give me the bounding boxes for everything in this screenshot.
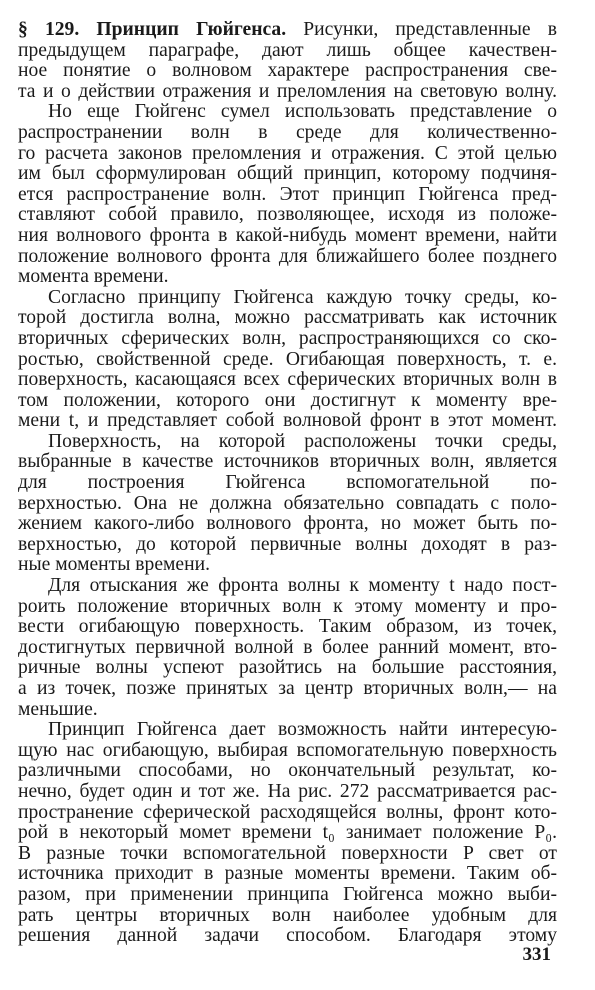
paragraph [18, 576, 557, 720]
text-line: вести огибающую поверхность. Таким образом, из точек, [18, 616, 557, 638]
text-line: том положении, которого они достигнут к моменту вре- [18, 389, 557, 411]
paragraph [18, 432, 557, 576]
text-line: Согласно принципу Гюйгенса каждую точку среды, ко- [48, 286, 557, 308]
text-line: ростью, свойственной среде. Огибающая поверхность, т. е. [18, 348, 557, 370]
text-line: достигнутых первичной волной в более ранний момент, вто- [18, 636, 557, 658]
paragraph [18, 720, 557, 947]
text-line: Но еще Гюйгенс сумел использовать представление о [48, 101, 557, 123]
text-line: ется распространение волн. Этот принцип Гюйгенса пред- [18, 183, 557, 205]
text-line: различными способами, но окончательный результат, ко- [18, 760, 557, 782]
section-intro-paragraph [18, 20, 557, 102]
text-line: верхностью, до которой первичные волны доходят в раз- [18, 533, 557, 555]
text-line: распространении волн в среде для количественно- [18, 121, 557, 143]
text-line: Для отыскания же фронта волны к моменту t надо пост- [48, 575, 557, 597]
text-line: Принцип Гюйгенса дает возможность найти интересую- [48, 719, 557, 741]
page-number: 331 [522, 944, 551, 965]
text-line: ные моменты времени. [18, 554, 210, 576]
text-line: рать центры вторичных волн наиболее удобным для [18, 904, 557, 926]
text-line: решения данной задачи способом. Благодаря этому [18, 925, 557, 947]
text-line: верхностью. Она не должна обязательно совпадать с поло- [18, 492, 557, 514]
text-line: ния волнового фронта в какой-нибудь момент времени, найти [18, 224, 557, 246]
text-line: вторичных сферических волн, распространяющихся со ско- [18, 327, 557, 349]
paragraph [18, 102, 557, 287]
text-line: положение волнового фронта для ближайшего более позднего [18, 245, 557, 267]
text-line: Рисунки, представленные в [303, 19, 557, 40]
text-line: торой достигла волна, можно рассматривать как источник [18, 307, 557, 329]
section-number: § 129. [18, 19, 80, 40]
text-line: роить положение вторичных волн к этому моменту и про- [18, 595, 557, 617]
text-line: щую нас огибающую, выбирая вспомогательную поверхность [18, 739, 557, 761]
text-line: источника приходит в разные моменты времени. Таким об- [18, 863, 557, 885]
text-line: го расчета законов преломления и отражения. С этой целью [18, 142, 557, 164]
section-title: Принцип Гюйгенса. [96, 19, 287, 40]
paragraph [18, 288, 557, 432]
text-line: жением какого-либо волнового фронта, но может быть по- [18, 513, 557, 535]
text-line: разом, при применении принципа Гюйгенса можно выби- [18, 883, 557, 905]
text-line: Поверхность, на которой расположены точки среды, [48, 430, 557, 452]
text-line: пространение сферической расходящейся волны, фронт кото- [18, 801, 557, 823]
text-line: для построения Гюйгенса вспомогательной по- [18, 472, 557, 494]
text-line: момента времени. [18, 266, 169, 288]
text-line: В разные точки вспомогательной поверхности P свет от [18, 842, 557, 864]
text-line: поверхность, касающаяся всех сферических вторичных волн в [18, 369, 557, 391]
text-line: выбранные в качестве источников вторичных волн, является [18, 451, 557, 473]
text-line: ное понятие о волновом характере распространения све- [18, 60, 557, 82]
text-line: предыдущем параграфе, дают лишь общее качествен- [18, 39, 557, 61]
text-line: та и о действии отражения и преломления на световую волну. [18, 80, 557, 102]
book-page [18, 20, 557, 947]
text-line: нечно, будет один и тот же. На рис. 272 рассматривается рас- [18, 780, 557, 802]
text-line: рой в некоторый момет времени t₀ занимает положение P₀. [18, 822, 557, 844]
text-line: им был сформулирован общий принцип, которому подчиня- [18, 163, 557, 185]
text-line: мени t, и представляет собой волновой фронт в этот момент. [18, 410, 557, 432]
text-line: ставляют собой правило, позволяющее, исходя из положе- [18, 204, 557, 226]
text-line: меньшие. [18, 698, 98, 720]
text-line: ричные волны успеют разойтись на большие расстояния, [18, 657, 557, 679]
text-line: а из точек, позже принятых за центр вторичных волн,— на [18, 678, 557, 699]
